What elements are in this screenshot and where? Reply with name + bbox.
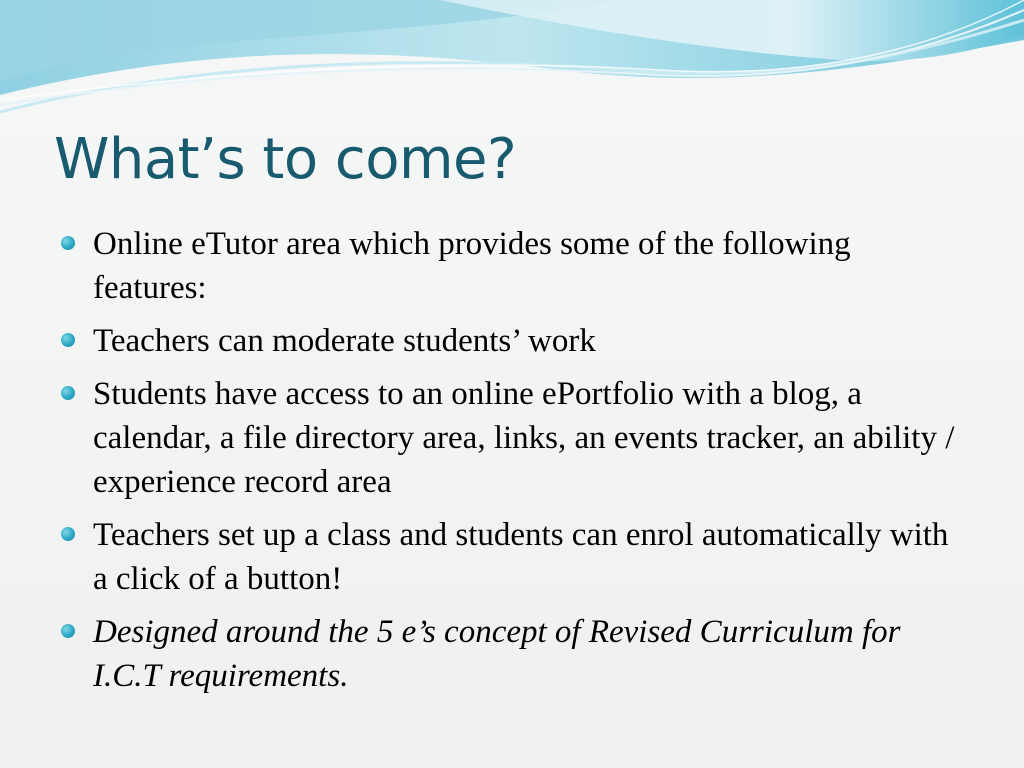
bullet-item xyxy=(60,319,960,363)
slide-title: What’s to come? xyxy=(54,127,517,192)
bullet-text: Online eTutor area which provides some of the following features: xyxy=(93,226,851,306)
round-bullet-icon xyxy=(61,386,75,400)
bullet-text: Teachers can moderate students’ work xyxy=(93,323,596,359)
bullet-item xyxy=(60,372,960,504)
bullet-text: Designed around the 5 e’s concept of Revised Curriculum for I.C.T requirements. xyxy=(93,614,901,694)
bullet-list xyxy=(60,222,960,707)
round-bullet-icon xyxy=(61,624,75,638)
bullet-item xyxy=(60,222,960,310)
bullet-text: Students have access to an online ePortfolio with a blog, a calendar, a file directory area, links, an events tracker, an ability / experience record area xyxy=(93,376,955,500)
round-bullet-icon xyxy=(61,236,75,250)
header-wave-decoration xyxy=(0,0,1024,120)
bullet-text: Teachers set up a class and students can enrol automatically with a click of a button! xyxy=(93,517,949,597)
bullet-item xyxy=(60,610,960,698)
round-bullet-icon xyxy=(61,527,75,541)
bullet-item xyxy=(60,513,960,601)
round-bullet-icon xyxy=(61,333,75,347)
